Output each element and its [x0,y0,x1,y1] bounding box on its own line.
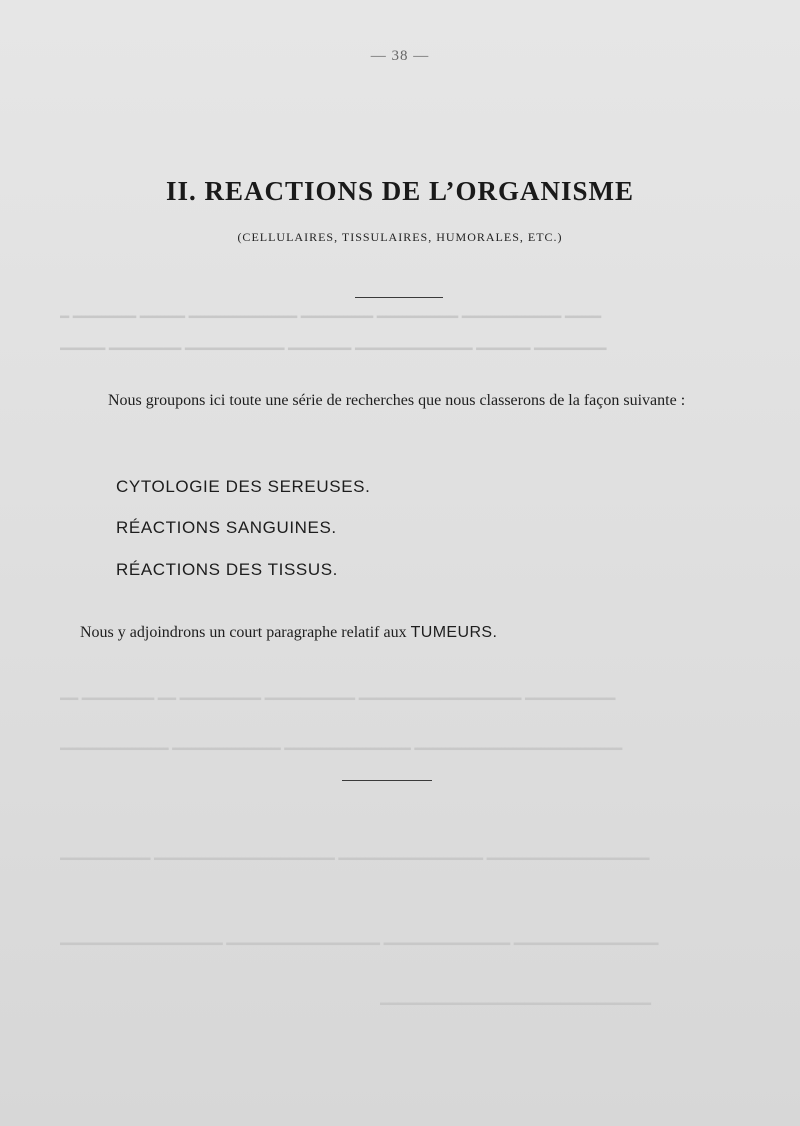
list-item: RÉACTIONS DES TISSUS. [116,560,338,579]
list-item: CYTOLOGIE DES SEREUSES. [116,477,371,496]
closing-text: Nous y adjoindrons un court paragraphe relatif aux [80,624,407,641]
bleed-through-texture: ━ ━━━━━━━ ━━━━━ ━━━━━━━━━━━━ ━━━━━━━━ ━━━━━━━━━ ━━━━━━━━━━━ ━━━━ [60,310,602,326]
intro-paragraph: Nous groupons ici toute une série de recherches que nous classerons de la façon suivante : [108,392,686,409]
divider-rule [342,780,432,781]
closing-emphasis: TUMEURS. [410,624,498,641]
bleed-through-texture: ━━ ━━━━━━━━ ━━ ━━━━━━━━━ ━━━━━━━━━━ ━━━━━━━━━━━━━━━━━━ ━━━━━━━━━━ [60,692,616,708]
bleed-through-texture: ━━━━━━━━━━━━━━━━━━━━━━━━━━━━━━ [380,997,651,1013]
section-title: II. REACTIONS DE L’ORGANISME [165,176,635,206]
bleed-through-texture: ━━━━━━━━━━━━━━━━━━ ━━━━━━━━━━━━━━━━━ ━━━━━━━━━━━━━━ ━━━━━━━━━━━━━━━━ [60,937,659,953]
bleed-through-texture: ━━━━━━━━━━ ━━━━━━━━━━━━━━━━━━━━ ━━━━━━━━━━━━━━━━ ━━━━━━━━━━━━━━━━━━ [60,852,650,868]
page-number: — 38 — [370,48,430,64]
bleed-through-texture: ━━━━━ ━━━━━━━━ ━━━━━━━━━━━ ━━━━━━━ ━━━━━━━━━━━━━ ━━━━━━ ━━━━━━━━ [60,342,607,358]
section-subtitle: (CELLULAIRES, TISSULAIRES, HUMORALES, ETC.) [237,230,563,244]
bleed-through-texture: ━━━━━━━━━━━━ ━━━━━━━━━━━━ ━━━━━━━━━━━━━━ ━━━━━━━━━━━━━━━━━━━━━━━ [60,742,623,758]
list-item: RÉACTIONS SANGUINES. [116,518,337,537]
divider-rule [355,297,443,298]
closing-paragraph [80,624,720,642]
